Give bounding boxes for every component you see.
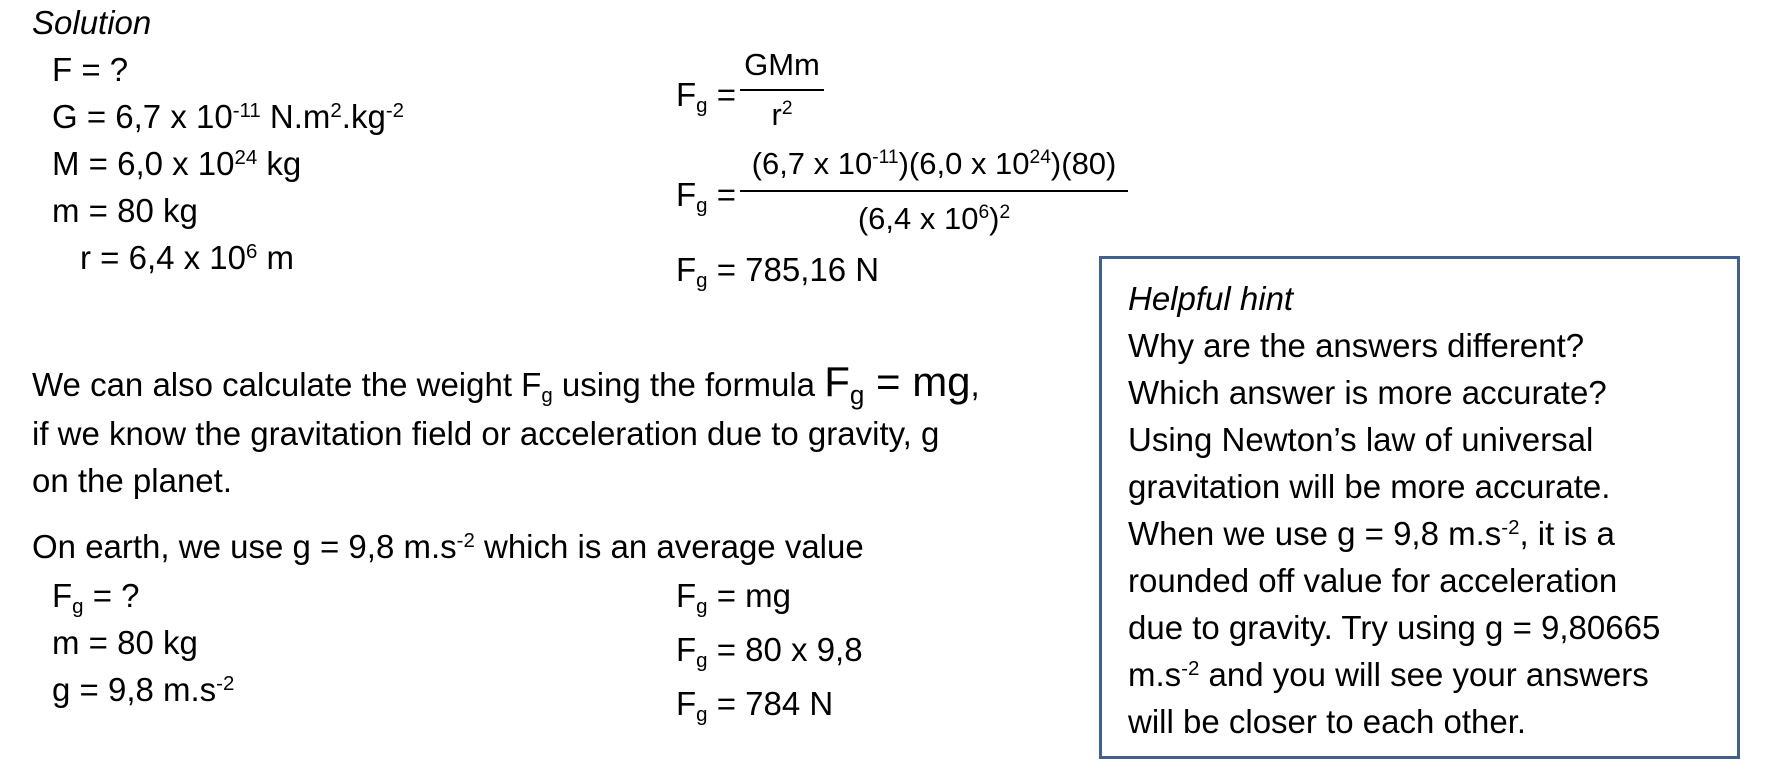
hint-line: gravitation will be more accurate. — [1128, 468, 1611, 505]
hint-line: Which answer is more accurate? — [1128, 374, 1607, 411]
paragraph-line2: if we know the gravitation field or acceleration due to gravity, g — [32, 415, 940, 452]
fraction-bar — [740, 89, 824, 91]
hint-title: Helpful hint — [1128, 280, 1294, 317]
given-big-m: M = 6,0 x $10^{24}$ kg — [52, 145, 302, 182]
given2-fg: $F_g$ = ? — [52, 577, 140, 619]
hint-box — [1099, 256, 1740, 759]
hint-line: Why are the answers different? — [1128, 327, 1585, 364]
given2-m: m = 80 kg — [52, 624, 198, 661]
hint-line: due to gravity. Try using g = 9,80665 — [1128, 609, 1661, 646]
formula1-lhs: $F_g$ = — [676, 76, 736, 118]
paragraph-line3: on the planet. — [32, 462, 232, 499]
hint-line: When we use g = 9,8 $m.s^{-2}$, it is a — [1128, 515, 1615, 552]
formula2-lhs: $F_g$ = — [676, 176, 736, 218]
calc2-line3: $F_g = 784$ N — [676, 685, 834, 727]
paragraph-line1: We can also calculate the weight $F_g$ using the formula $F_g$ = mg, — [32, 358, 980, 410]
given-g: G = 6,7 x $10^{-11}$ $N.m^2.kg^{-2}$ — [52, 98, 404, 135]
given-r: r = 6,4 x $10^6$ m — [80, 239, 295, 276]
weight-formula: $F_g$ = mg — [824, 358, 971, 410]
calc2-line2: $F_g = 80$ x 9,8 — [676, 631, 863, 673]
given-f: F = ? — [52, 51, 129, 88]
given2-g: g = 9,8 $m.s^{-2}$ — [52, 671, 235, 708]
calc2-line1: $F_g$ = mg — [676, 577, 791, 619]
hint-line: rounded off value for acceleration — [1128, 562, 1618, 599]
earth-line: On earth, we use g = 9,8 $m.s^{-2}$ which is an average value — [32, 528, 864, 565]
formula2-denominator: (6,4 x $10^6)^2$ — [857, 201, 1011, 236]
formula1-denominator: $r^2$ — [771, 97, 793, 132]
formula1-numerator: GMm — [744, 47, 820, 82]
hint-line: $m.s^{-2}$ and you will see your answers — [1128, 656, 1649, 693]
solution-heading: Solution — [32, 4, 152, 41]
given-small-m: m = 80 kg — [52, 192, 198, 229]
hint-line: Using Newton’s law of universal — [1128, 421, 1594, 458]
formula2-numerator: (6,7 x $10^{-11})(6,0$ x $10^{24})(80)$ — [751, 146, 1117, 181]
result1: $F_g = 785,16$ N — [676, 251, 880, 293]
formula2-fraction — [740, 145, 1128, 241]
hint-line: will be closer to each other. — [1128, 703, 1527, 740]
formula1-fraction — [740, 46, 824, 130]
fraction-bar — [740, 190, 1128, 192]
